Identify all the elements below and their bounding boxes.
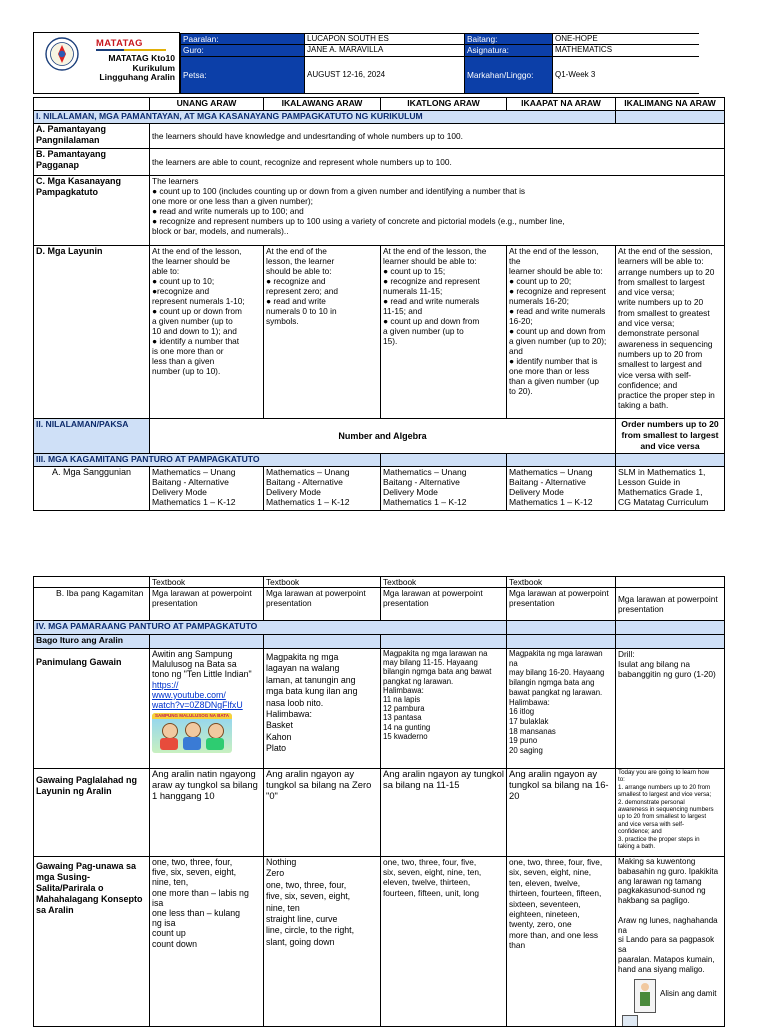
school-value: LUCAPON SOUTH ES	[305, 33, 465, 44]
objectives-day4: At the end of the lesson, the learner should be able to: ● count up to 20; ● recognize and represent numerals 16-20; ● read and write numerals 16-20; ● count up and down from a given number (up to 20); and ● identify number that is one more than or less than a given number (up to 20).	[507, 246, 616, 419]
teacher-value: JANE A. MARAVILLA	[305, 44, 465, 56]
intro-activity-day4: Magpakita ng mga larawan na may bilang 16-20. Hayaang bilangin ngmga bata ang bawat pangkat ng larawan. Halimbawa: 16 itlog 17 bulaklak 18 mansanas 19 puno 20 saging	[507, 649, 616, 769]
grade-value: ONE-HOPE	[553, 33, 699, 44]
competencies-label: C. Mga Kasanayang Pampagkatuto	[34, 176, 150, 246]
section-2-heading: II. NILALAMAN/PAKSA	[34, 419, 150, 454]
key-concepts-day3: one, two, three, four, five, six, seven, eight, nine, ten, eleven, twelve, thirteen, fourteen, fifteen, unit, long	[381, 857, 507, 1027]
objective-presentation-day4: Ang aralin ngayon ay tungkol sa bilang na 16-20	[507, 769, 616, 857]
key-concepts-day5: Making sa kuwentong babasahin ng guro. Ipakikita ang larawan ng tamang pagkakasunod-sunod ng hakbang sa pagligo. Araw ng lunes, naghahanda na si Lando para sa pagpasok sa paaralan. Matapos kumain, hand ana siyang maligo. Alisin ang damit	[616, 857, 725, 1027]
objective-presentation-day2: Ang aralin ngayon ay tungkol sa bilang na Zero "0"	[264, 769, 381, 857]
content-standard-text: the learners should have knowledge and undesrtanding of whole numbers up to 100.	[150, 124, 725, 149]
other-materials-day5: Mga larawan at powerpoint presentation	[616, 588, 725, 621]
references-day4: Mathematics – Unang Baitang - Alternative Delivery Mode Mathematics 1 – K-12	[507, 467, 616, 511]
other-materials-day4: Mga larawan at powerpoint presentation	[507, 588, 616, 621]
textbook-day1: Textbook	[150, 577, 264, 588]
objectives-day1: At the end of the lesson, the learner should be able to: ● count up to 10; ●recognize and represent numerals 1-10; ● count up or down from a given number (up to 10 and down to 1); and ● identify a number that is one more than or less than a given number (up to 10).	[150, 246, 264, 419]
intro-activity-day1: Awitin ang Sampung Malulusog na Bata sa tono ng "Ten Little Indian" https:// www.youtube.com/ watch?v=0Z8DNgFlfxU SAMPUNG MALULUSOG NA BATA	[150, 649, 264, 769]
other-materials-label: B. Iba pang Kagamitan	[34, 588, 150, 621]
intro-activity-day5: Drill: Isulat ang bilang na babanggitin ng guro (1-20)	[616, 649, 725, 769]
intro-activity-day3: Magpakita ng mga larawan na may bilang 11-15. Hayaang bilangin ngmga bata ang bawat pangkat ng larawan. Halimbawa: 11 na lapis 12 pambura 13 pantasa 14 na gunting 15 kwaderno	[381, 649, 507, 769]
header-table	[33, 32, 699, 94]
other-materials-day2: Mga larawan at powerpoint presentation	[264, 588, 381, 621]
references-label: A. Mga Sanggunian	[34, 467, 150, 511]
objectives-day5: At the end of the session, learners will be able to: arrange numbers up to 20 from smallest to largest and vice versa; write numbers up to 20 from smallest to greatest and vice versa; demonstrate personal awareness in sequencing numbers up to 20 from smallest to largest and vice versa with self- confidence; and practice the proper step in taking a bath.	[616, 246, 725, 419]
intro-activity-day2: Magpakita ng mga lagayan na walang laman, at tanungin ang mga bata kung ilan ang nasa loob nito. Halimbawa: Basket Kahon Plato	[264, 649, 381, 769]
textbook-day3: Textbook	[381, 577, 507, 588]
song-cover-title: SAMPUNG MALULUSOG NA BATA	[152, 713, 232, 719]
references-day3: Mathematics – Unang Baitang - Alternative Delivery Mode Mathematics 1 – K-12	[381, 467, 507, 511]
youtube-link[interactable]: https:// www.youtube.com/ watch?v=0Z8DNgFlfxU	[152, 679, 243, 711]
bathing-step-image	[634, 979, 656, 1013]
objective-presentation-day5: Today you are going to learn how to: 1. arrange numbers up to 20 from smallest to largest and vice versa; 2. demonstrate personal awareness in sequencing numbers up to 20 from smallest to largest and vice versa with self- confidence; and 3. practice the proper steps in taking a bath.	[616, 769, 725, 857]
key-concepts-day4: one, two, three, four, five, six, seven, eight, nine, ten, eleven, twelve, thirteen, fourteen, fifteen, sixteen, seventeen, eighteen, nineteen, twenty, zero, one more than, and one less than	[507, 857, 616, 1027]
objectives-label: D. Mga Layunin	[34, 246, 150, 419]
date-value: AUGUST 12-16, 2024	[305, 56, 465, 93]
lesson-plan-table-page2	[33, 576, 725, 1027]
grade-label: Baitang:	[465, 33, 553, 44]
textbook-day2: Textbook	[264, 577, 381, 588]
lesson-plan-table-page1	[33, 97, 725, 511]
date-label: Petsa:	[181, 56, 305, 93]
intro-activity-label: Panimulang Gawain	[34, 649, 150, 769]
kid-icon	[185, 722, 201, 738]
song-cover-image	[152, 713, 232, 753]
day5-header: IKALIMANG NA ARAW	[616, 98, 725, 111]
topic-main: Number and Algebra	[150, 419, 616, 454]
objective-presentation-day1: Ang aralin natin ngayong araw ay tungkol sa bilang 1 hanggang 10	[150, 769, 264, 857]
matatag-logo: MATATAG	[96, 37, 143, 48]
subject-label: Asignatura:	[465, 44, 553, 56]
objective-presentation-label: Gawaing Paglalahad ng Layunin ng Aralin	[34, 769, 150, 857]
section-4-heading: IV. MGA PAMARAANG PANTURO AT PAMPAGKATUTO	[34, 621, 507, 635]
bathing-step-image-2	[622, 1015, 638, 1027]
subject-value: MATHEMATICS	[553, 44, 699, 56]
quarter-value: Q1-Week 3	[553, 56, 699, 93]
key-concepts-day1: one, two, three, four, five, six, seven, eight, nine, ten, one more than – labis ng isa one less than – kulang ng isa count up count down	[150, 857, 264, 1027]
content-standard-label: A. Pamantayang Pangnilalaman	[34, 124, 150, 149]
bathing-step-caption: Alisin ang damit	[660, 989, 717, 998]
references-day2: Mathematics – Unang Baitang - Alternative Delivery Mode Mathematics 1 – K-12	[264, 467, 381, 511]
other-materials-day3: Mga larawan at powerpoint presentation	[381, 588, 507, 621]
before-lesson-heading: Bago Ituro ang Aralin	[34, 635, 150, 649]
competencies-text: The learners ● count up to 100 (includes counting up or down from a given number and identifying a number that is one more or one less than a given number); ● read and write numerals up to 100; and ● recognize and represent numbers up to 100 using a variety of concrete and pictorial models (e.g., number line, block or bar, models, and numerals)..	[150, 176, 725, 246]
day4-header: IKAAPAT NA ARAW	[507, 98, 616, 111]
textbook-day4: Textbook	[507, 577, 616, 588]
references-day5: SLM in Mathematics 1, Lesson Guide in Mathematics Grade 1, CG Matatag Curriculum	[616, 467, 725, 511]
performance-standard-label: B. Pamantayang Pagganap	[34, 149, 150, 176]
kid-icon	[208, 723, 224, 739]
other-materials-day1: Mga larawan at powerpoint presentation	[150, 588, 264, 621]
objective-presentation-day3: Ang aralin ngayon ay tungkol sa bilang na 11-15	[381, 769, 507, 857]
matatag-logo-underline	[96, 49, 166, 51]
topic-day5: Order numbers up to 20 from smallest to largest and vice versa	[616, 419, 725, 454]
references-day1: Mathematics – Unang Baitang - Alternative Delivery Mode Mathematics 1 – K-12	[150, 467, 264, 511]
kid-icon	[162, 723, 178, 739]
objectives-day3: At the end of the lesson, the learner should be able to: ● count up to 15; ● recognize and represent numerals 11-15; ● read and write numerals 11-15; and ● count up and down from a given number (up to 15).	[381, 246, 507, 419]
quarter-label: Markahan/Linggo:	[465, 56, 553, 93]
header-logo-cell	[34, 33, 180, 94]
day2-header: IKALAWANG ARAW	[264, 98, 381, 111]
performance-standard-text: the learners are able to count, recognize and represent whole numbers up to 100.	[150, 149, 725, 176]
school-label: Paaralan:	[181, 33, 305, 44]
objectives-day2: At the end of the lesson, the learner should be able to: ● recognize and represent zero; and ● read and write numerals 0 to 10 in symbols.	[264, 246, 381, 419]
teacher-label: Guro:	[181, 44, 305, 56]
header-title: MATATAG Kto10 Kurikulum Lingguhang Aralin	[99, 53, 175, 83]
key-concepts-day2: Nothing Zero one, two, three, four, five, six, seven, eight, nine, ten straight line, curve line, circle, to the right, slant, going down	[264, 857, 381, 1027]
section-3-heading: III. MGA KAGAMITANG PANTURO AT PAMPAGKATUTO	[34, 454, 381, 467]
section-1-heading: I. NILALAMAN, MGA PAMANTAYAN, AT MGA KASANAYANG PAMPAGKATUTO NG KURIKULUM	[34, 111, 616, 124]
day3-header: IKATLONG ARAW	[381, 98, 507, 111]
day1-header: UNANG ARAW	[150, 98, 264, 111]
key-concepts-label: Gawaing Pag-unawa sa mga Susing-Salita/Parirala o Mahahalagang Konsepto sa Aralin	[34, 857, 150, 1027]
